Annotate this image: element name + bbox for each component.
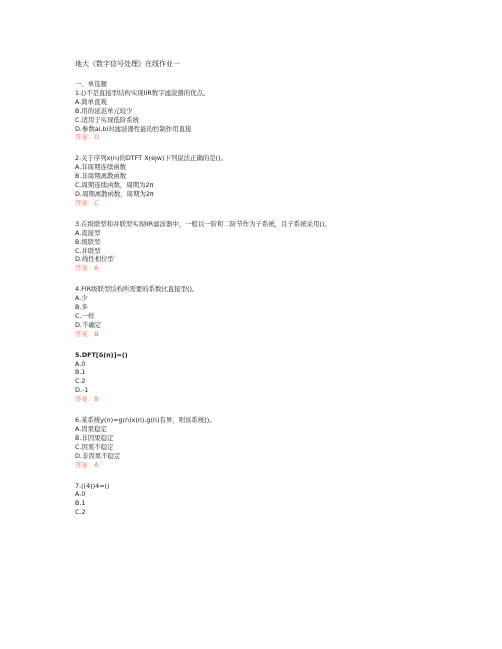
option-a: A.简单直观 (75, 97, 107, 106)
option-b: B.级联型 (75, 237, 101, 246)
document-page (75, 59, 485, 529)
question-text: 4.FIR级联型结构所需要的系数比直接型()。 (75, 285, 199, 294)
option-a: A.少 (75, 294, 88, 303)
option-a: A.因果稳定 (75, 425, 107, 433)
option-c: C.周期连续函数，周期为2π (75, 181, 154, 190)
option-b: B.非周期离散函数 (75, 172, 127, 181)
option-d: D.-1 (75, 386, 89, 395)
question-text: 6.某系统y(n)=g(n)x(n),g(n)有界，则该系统()。 (75, 416, 216, 425)
question-6 (75, 416, 485, 469)
question-7 (75, 482, 485, 518)
question-4 (75, 285, 485, 338)
option-d: D.不确定 (75, 320, 102, 329)
question-text: 7.((4))4=() (75, 481, 110, 490)
option-b: B.多 (75, 303, 88, 312)
question-text: 2.关于序列x(n)的DTFT X(ejw)下列说法正确的是()。 (75, 154, 227, 163)
option-d: D.周期离散函数，周期为2π (75, 189, 154, 198)
answer: 答案：B (75, 395, 99, 404)
option-b: B.用的延迟单元较少 (75, 106, 133, 115)
option-d: D.非因果不稳定 (75, 451, 121, 460)
question-text: 3.在级联型和并联型实现IIR滤波器中，一般以一阶和二阶节作为子系统，且子系统采用()。 (75, 219, 331, 228)
option-d: D.参数ai,bi对滤波器性能的控制作用直接 (75, 124, 192, 133)
option-c: C.一样 (75, 311, 95, 320)
answer: 答案：C (75, 198, 99, 207)
option-a: A.0 (75, 490, 86, 499)
option-b: B.非因果稳定 (75, 433, 114, 442)
option-c: C.2 (75, 377, 86, 386)
option-d: D.线性相位型 (75, 255, 114, 264)
question-3 (75, 220, 485, 273)
answer: 答案：A (75, 264, 99, 273)
question-text: 5.DFT[δ(n)]=() (75, 350, 128, 359)
option-b: B.1 (75, 368, 86, 377)
option-b: B.1 (75, 499, 86, 508)
option-c: C.2 (75, 508, 86, 517)
answer: 答案：D (75, 133, 100, 142)
option-a: A.0 (75, 359, 86, 368)
question-5 (75, 351, 485, 404)
option-c: C.因果不稳定 (75, 442, 114, 451)
option-a: A.直接型 (75, 228, 101, 237)
question-1 (75, 89, 485, 142)
answer: 答案：B (75, 329, 99, 338)
option-a: A.非周期连续函数 (75, 163, 127, 172)
section-title: 一、单选题 (75, 80, 107, 88)
question-2 (75, 154, 485, 207)
answer: 答案：A (75, 460, 99, 469)
option-c: C.并联型 (75, 246, 101, 255)
question-text: 1.()不是直接型结构实现IIR数字滤波器的优点。 (75, 88, 210, 97)
document-title: 地大《数字信号处理》在线作业一 (75, 60, 180, 68)
option-c: C.适用于实现低阶系统 (75, 115, 140, 124)
